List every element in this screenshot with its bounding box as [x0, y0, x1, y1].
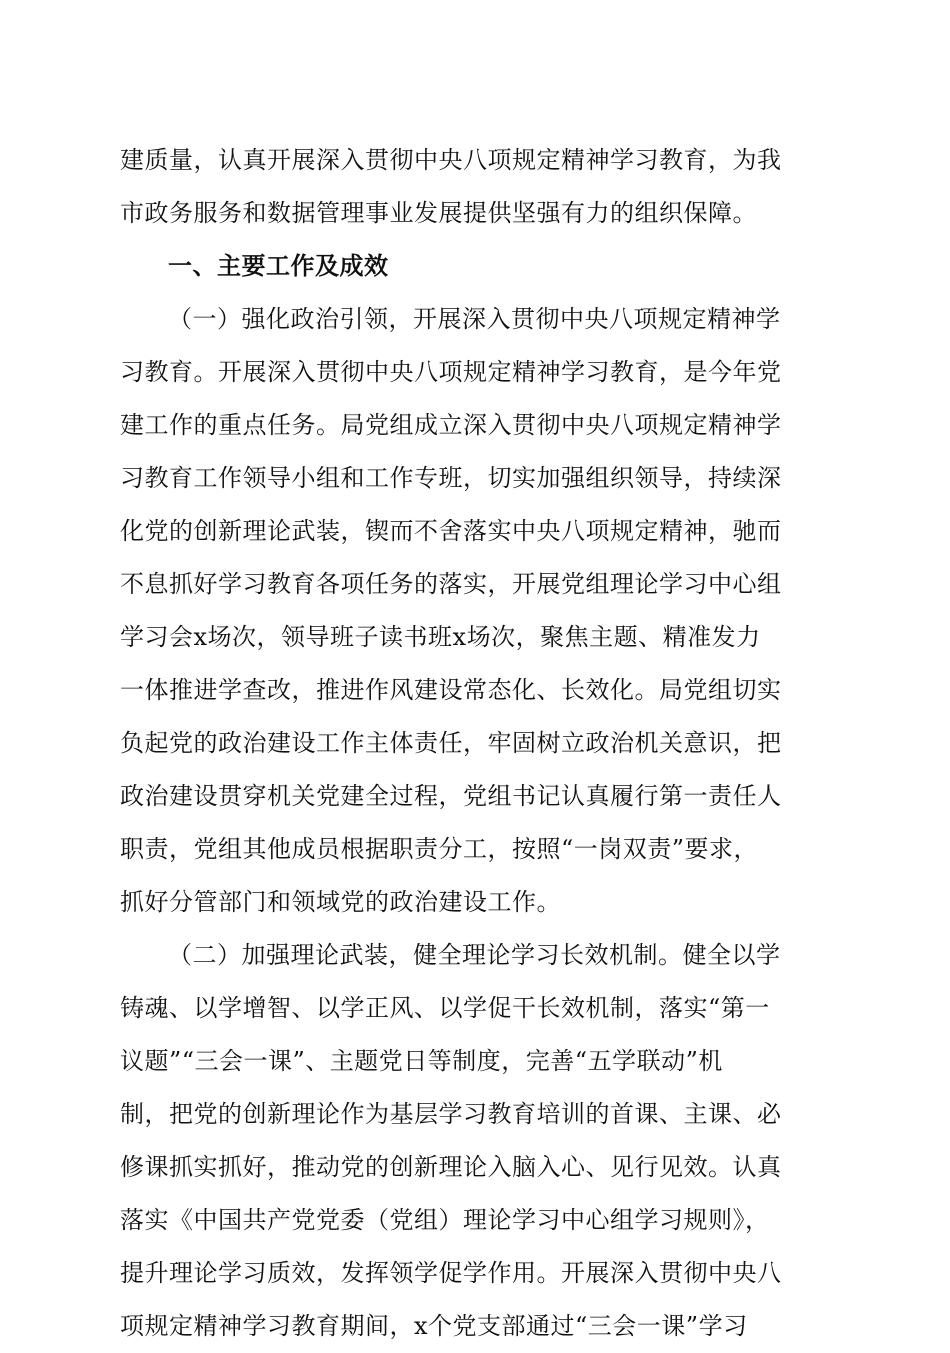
- paragraph-2-line-6: 落实《中国共产党党委（党组）理论学习中心组学习规则》，: [120, 1206, 770, 1234]
- intro-line-2: 市政务服务和数据管理事业发展提供坚强有力的组织保障。: [120, 199, 757, 227]
- paragraph-2-line-1: （二）加强理论武装，健全理论学习长效机制。健全以学: [168, 941, 781, 969]
- paragraph-1-line-7: 学习会x场次，领导班子读书班x场次，聚焦主题、精准发力: [120, 623, 761, 651]
- paragraph-1-line-2: 习教育。开展深入贯彻中央八项规定精神学习教育，是今年党: [120, 358, 782, 386]
- paragraph-2-line-2: 铸魂、以学增智、以学正风、以学促干长效机制，落实“第一: [120, 994, 770, 1022]
- paragraph-2-line-7: 提升理论学习质效，发挥领学促学作用。开展深入贯彻中央八: [120, 1259, 782, 1287]
- paragraph-2-line-5: 修课抓实抓好，推动党的创新理论入脑入心、见行见效。认真: [120, 1153, 782, 1181]
- paragraph-2-line-3: 议题”“三会一课”、主题党日等制度，完善“五学联动”机: [120, 1047, 723, 1075]
- paragraph-1-line-6: 不息抓好学习教育各项任务的落实，开展党组理论学习中心组: [120, 570, 782, 598]
- paragraph-2-line-4: 制，把党的创新理论作为基层学习教育培训的首课、主课、必: [120, 1100, 782, 1128]
- paragraph-2-line-8: 项规定精神学习教育期间，x个党支部通过“三会一课”学习: [120, 1312, 748, 1340]
- paragraph-1-line-3: 建工作的重点任务。局党组成立深入贯彻中央八项规定精神学: [120, 411, 782, 439]
- section-heading: 一、主要工作及成效: [168, 252, 389, 280]
- document-body: [120, 134, 825, 1353]
- paragraph-1-line-1: （一）强化政治引领，开展深入贯彻中央八项规定精神学: [168, 305, 781, 333]
- paragraph-1-line-8: 一体推进学查改，推进作风建设常态化、长效化。局党组切实: [120, 676, 782, 704]
- paragraph-1-line-5: 化党的创新理论武装，锲而不舍落实中央八项规定精神，驰而: [120, 517, 782, 545]
- paragraph-1-line-4: 习教育工作领导小组和工作专班，切实加强组织领导，持续深: [120, 464, 782, 492]
- paragraph-1-line-12: 抓好分管部门和领域党的政治建设工作。: [120, 888, 561, 916]
- paragraph-1-line-9: 负起党的政治建设工作主体责任，牢固树立政治机关意识，把: [120, 729, 782, 757]
- paragraph-1-line-10: 政治建设贯穿机关党建全过程，党组书记认真履行第一责任人: [120, 782, 782, 810]
- intro-line-1: 建质量，认真开展深入贯彻中央八项规定精神学习教育，为我: [120, 146, 782, 174]
- paragraph-1-line-11: 职责，党组其他成员根据职责分工，按照“一岗双责”要求，: [120, 835, 759, 863]
